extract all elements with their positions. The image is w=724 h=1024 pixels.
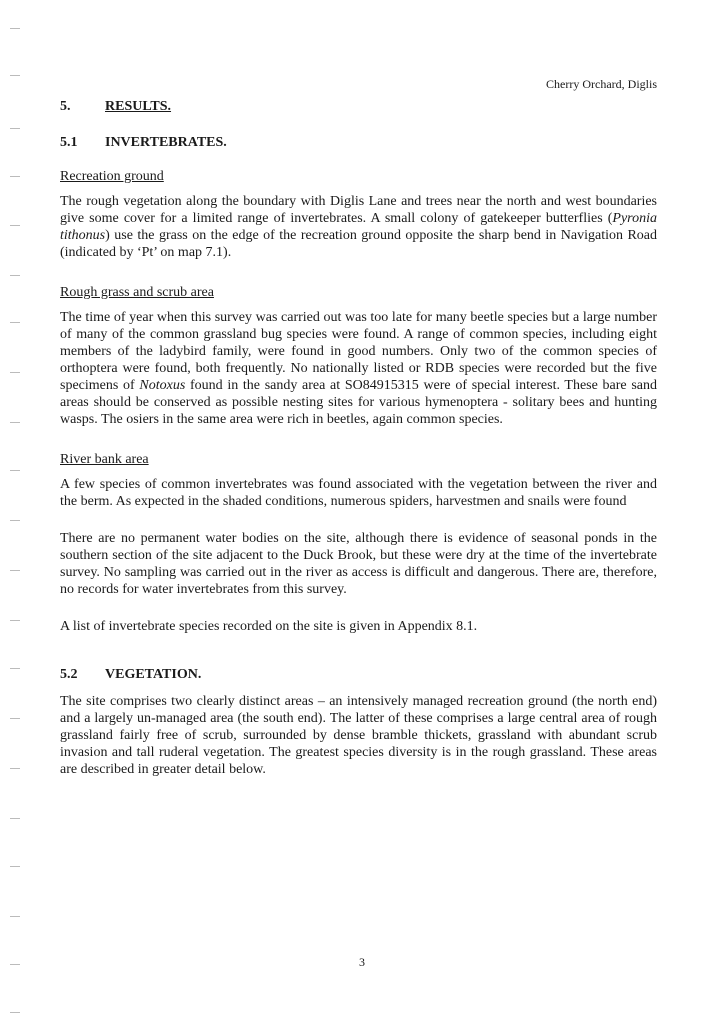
species-name: Notoxus [139,378,186,393]
river-bank-paragraph-1: A few species of common invertebrates was found associated with the vegetation between the river and the berm. As expected in the shaded conditions, numerous spiders, harvestmen and snails were found [60,477,657,509]
text-run: The time of year when this survey was carried out was too late for many beetle species but a large number of many of the common grassland bug species were found. A range of common species, including eight members of the ladybird family, were found in good numbers. Only two of the common species of orthoptera were found, both frequently. No nationally listed or RDB species were recorded but the five specimens of [60,310,657,393]
species-name: Pyronia tithonus [60,211,657,243]
margin-tick [10,520,20,521]
text-run: found in the sandy area at SO84915315 were of special interest. These bare sand areas should be conserved as possible nesting sites for various hymenoptera - solitary bees and hunting wasps. The osiers in the same area were rich in beetles, again common species. [60,378,657,427]
section-5-1-heading [60,135,657,151]
rough-grass-heading: Rough grass and scrub area [60,285,214,300]
margin-tick [10,570,20,571]
section-number: 5.2 [60,667,78,682]
section-number: 5.1 [60,135,78,150]
river-bank-heading: River bank area [60,452,149,467]
margin-tick [10,668,20,669]
margin-tick [10,620,20,621]
text-run: ) use the grass on the edge of the recreation ground opposite the sharp bend in Navigation Road (indicated by ‘Pt’ on map 7.1). [60,228,657,260]
margin-tick [10,866,20,867]
margin-tick [10,470,20,471]
appendix-reference: A list of invertebrate species recorded on the site is given in Appendix 8.1. [60,619,478,634]
recreation-ground-heading: Recreation ground [60,169,164,184]
page-number: 3 [359,955,365,969]
document-body [60,99,657,798]
margin-tick [10,275,20,276]
running-header: Cherry Orchard, Diglis [546,77,657,91]
margin-tick [10,916,20,917]
binding-margin-marks [0,0,30,1024]
vegetation-paragraph: The site comprises two clearly distinct areas – an intensively managed recreation ground (the north end) and a largely un-managed area (the south end). The latter of these comprises a large central area of rough grassland fairly free of scrub, surrounded by dense bramble thickets, grassland with abundant scrub invasion and tall ruderal vegetation. The greatest species diversity is in the rough grassland. These areas are described in greater detail below. [60,694,657,777]
margin-tick [10,422,20,423]
margin-tick [10,718,20,719]
margin-tick [10,28,20,29]
text-run: The rough vegetation along the boundary with Diglis Lane and trees near the north and west boundaries give some cover for a limited range of invertebrates. A small colony of gatekeeper butterflies ( [60,194,657,226]
margin-tick [10,818,20,819]
margin-tick [10,372,20,373]
margin-tick [10,768,20,769]
section-5-heading [60,99,657,115]
margin-tick [10,225,20,226]
section-title: RESULTS. [105,99,172,114]
river-bank-paragraph-2: There are no permanent water bodies on the site, although there is evidence of seasonal ponds in the southern section of the site adjacent to the Duck Brook, but these were dry at the time of the invertebrate survey. No sampling was carried out in the river as access is difficult and dangerous. There are, therefore, no records for water invertebrates from this survey. [60,531,657,597]
recreation-ground-paragraph [60,193,657,261]
margin-tick [10,75,20,76]
section-5-2-heading [60,667,657,683]
margin-tick [10,1012,20,1013]
section-title: INVERTEBRATES. [105,135,227,150]
margin-tick [10,176,20,177]
margin-tick [10,322,20,323]
section-number: 5. [60,99,71,114]
rough-grass-paragraph [60,309,657,428]
margin-tick [10,128,20,129]
section-title: VEGETATION. [105,667,202,682]
